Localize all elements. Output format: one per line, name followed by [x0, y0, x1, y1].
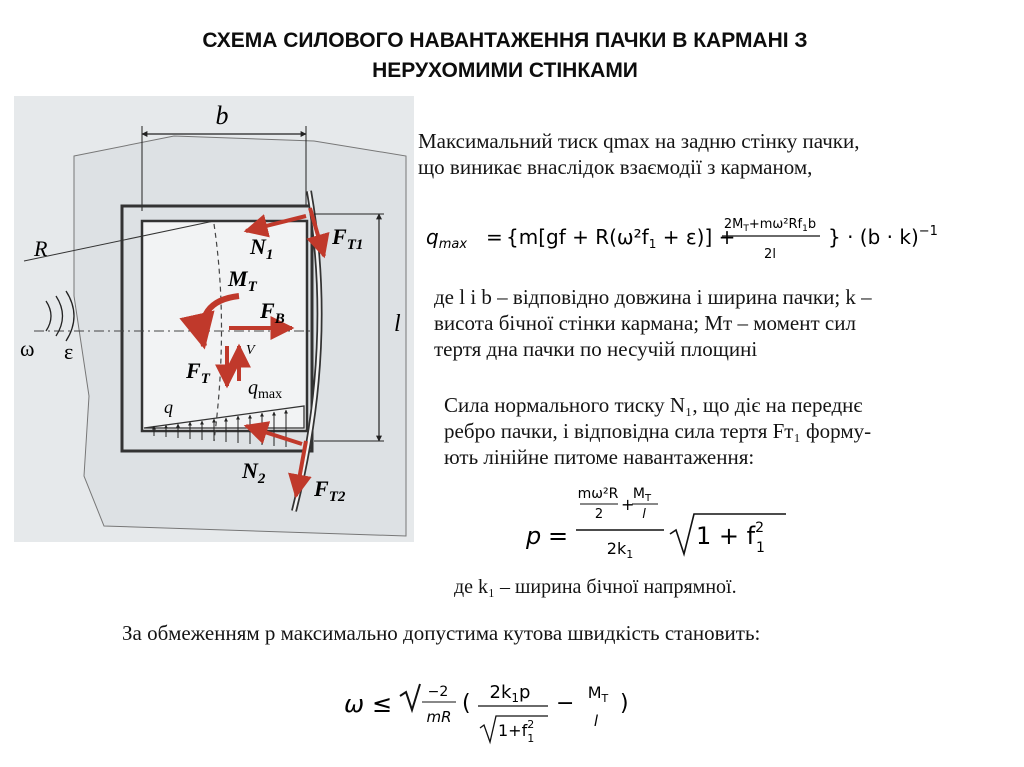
svg-text:(: (: [462, 691, 471, 716]
svg-text:2l: 2l: [764, 247, 776, 262]
svg-text:1 + f21: $1 + f^2$ 1: [696, 520, 765, 556]
force-diagram: [14, 96, 414, 542]
svg-text:MT: $M_T$: [632, 486, 652, 504]
label-l: l: [394, 311, 401, 337]
p2-line3: тертя дна пачки по несучій площині: [434, 337, 758, 361]
p2-line2: висота бічної стінки кармана; Мт – момент сил: [434, 311, 856, 335]
svg-text:qmax: $q_{max}$: [426, 225, 468, 252]
p2-line1: де l і b – відповідно довжина і ширина пачки; k –: [434, 285, 872, 309]
p1-line2: що виникає внаслідок взаємодії з карманом,: [418, 155, 813, 179]
label-qmax: $q_{max}$: [248, 377, 283, 402]
paragraph-k1-definition: де k₁ – ширина бічної напрямної.: [454, 576, 737, 598]
svg-text:ω: ω: [344, 690, 365, 718]
svg-text:p: p: [526, 522, 542, 550]
paragraph-definitions: [434, 284, 999, 362]
svg-text:l: l: [642, 507, 646, 522]
slide-title-line1: СХЕМА СИЛОВОГО НАВАНТАЖЕННЯ ПАЧКИ В КАРМАНІ З: [202, 29, 808, 52]
label-R: R: [34, 236, 48, 261]
label-b: b: [215, 101, 229, 130]
svg-text:≤: ≤: [372, 690, 393, 718]
paragraph-omega-limit: За обмеженням p максимально допустима кутова швидкість становить:: [122, 621, 761, 645]
svg-text:} · (b · k)−1: } · $(b \cdot k)^{-1}$: [828, 224, 938, 249]
svg-text:2k1: $2k_1$: [606, 539, 634, 561]
label-MT: $M_T$: [228, 266, 257, 295]
svg-text:+: +: [621, 495, 635, 514]
label-omega: ω: [20, 336, 35, 361]
slide-title: [40, 26, 970, 86]
p1-line1: Максимальний тиск qmax на задню стінку пачки,: [418, 129, 860, 153]
svg-text:2k1p: $2k_1p$: [489, 682, 531, 705]
p3-line1: Сила нормального тиску N₁, що діє на переднє: [444, 393, 863, 417]
svg-text:): ): [620, 691, 629, 716]
svg-text:MT: $M_T$: [587, 683, 609, 705]
svg-text:2: 2: [594, 507, 604, 522]
svg-text:mω²R: mω²R: [577, 486, 619, 502]
formula-p: [524, 478, 794, 573]
paragraph-qmax-intro: [418, 128, 859, 180]
label-epsilon: ε: [64, 339, 74, 364]
svg-text:1+f21: $1+f^2$ 1: [498, 718, 535, 745]
formula-omega-svg: [342, 670, 662, 760]
force-diagram-svg: [14, 96, 414, 542]
slide-title-line2: НЕРУХОМИМИ СТІНКАМИ: [372, 59, 638, 82]
label-FB: $F_B$: [260, 298, 285, 327]
formula-qmax: [424, 206, 994, 271]
svg-text:−: −: [556, 691, 575, 716]
p3-line3: ють лінійне питоме навантаження:: [444, 445, 755, 469]
label-FT2: $F_{T2}$: [314, 476, 346, 505]
omega-arcs: [46, 291, 74, 341]
label-FT1: $F_{T1}$: [332, 224, 364, 253]
formula-qmax-svg: [424, 206, 994, 266]
svg-text:=: =: [486, 225, 503, 249]
formula-omega: [342, 670, 662, 765]
formula-p-svg: [524, 478, 794, 568]
svg-text:2MT+mω²Rf1b: $2M_T+m\omega^2Rf_1b$: [723, 217, 817, 234]
p3-line2: ребро пачки, і відповідна сила тертя Fт₁ форму-: [444, 419, 872, 443]
svg-text:l: l: [593, 712, 599, 730]
svg-text:−2: −2: [427, 684, 449, 700]
svg-text:mR: mR: [426, 708, 452, 726]
label-FT: $F_T$: [186, 358, 210, 387]
svg-text:=: =: [548, 522, 569, 550]
label-N1: $N_1$: [250, 234, 274, 263]
svg-text:{m[gf + R(ω²f1 + ε)] +: {$m[gf + R(\omega^2f_1 + \varepsilon)]$ +: [506, 225, 736, 251]
label-V: V: [246, 343, 255, 358]
label-N2: $N_2$: [242, 458, 266, 487]
label-q: q: [164, 397, 173, 417]
paragraph-normal-force: [444, 392, 999, 470]
